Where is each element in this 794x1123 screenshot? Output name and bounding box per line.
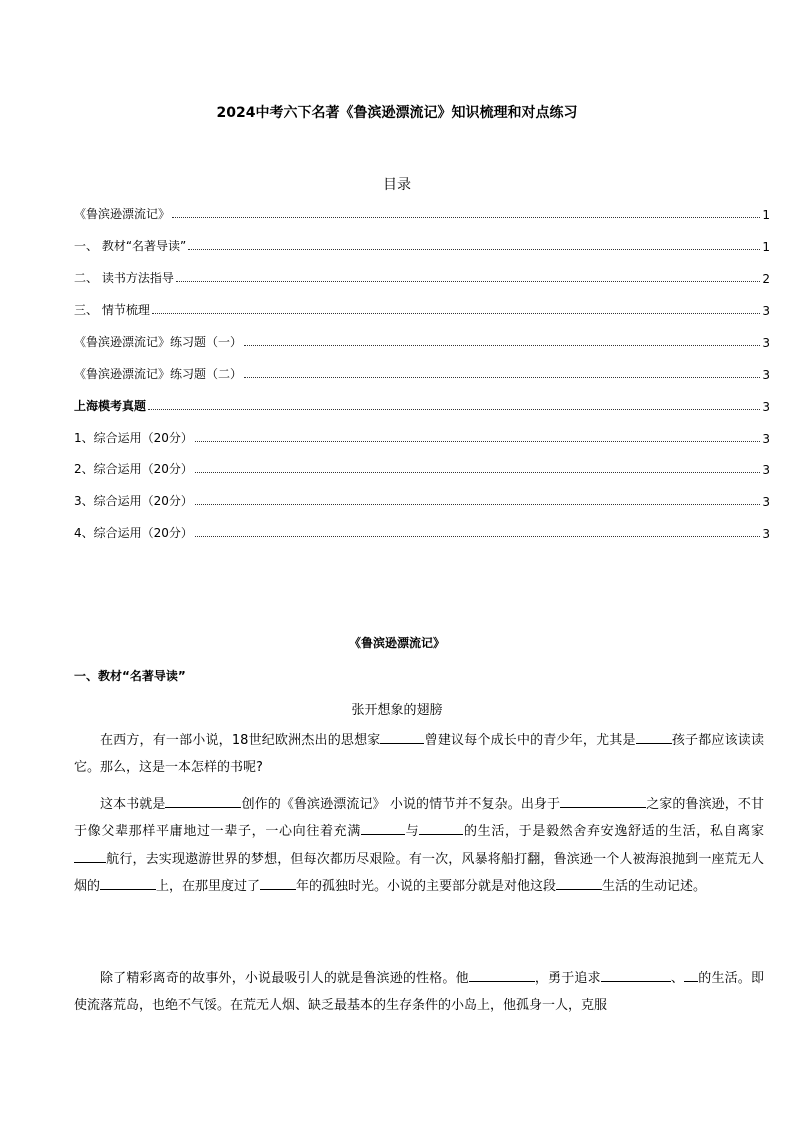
fill-blank[interactable] (556, 875, 602, 890)
toc-leader-dots (195, 441, 760, 442)
toc-entry-page: 3 (762, 400, 770, 414)
document-title: 2024中考六下名著《鲁滨逊漂流记》知识梳理和对点练习 (216, 105, 578, 121)
toc-entry-page: 3 (762, 368, 770, 382)
fill-blank[interactable] (74, 848, 106, 863)
toc-leader-dots (152, 313, 761, 314)
text-run: 除了精彩离奇的故事外，小说最吸引人的就是鲁滨逊的性格。他 (100, 971, 469, 986)
text-run: 在西方，有一部小说，18世纪欧洲杰出的思想家 (100, 733, 381, 748)
toc-leader-dots (195, 536, 760, 537)
toc-entry[interactable] (74, 428, 770, 446)
toc-entry-text: 《鲁滨逊漂流记》练习题（二） (74, 367, 243, 381)
toc-entry-text: 1、综合运用（20分） (74, 431, 193, 445)
toc-entry[interactable] (74, 491, 770, 509)
text-run: 孩子都应该读读它。那么，这是一本怎样的书呢? (74, 733, 764, 776)
text-run: 之家的鲁滨逊，不甘于像父辈那样平庸地过一辈子，一心向往着充满 (74, 797, 764, 840)
toc-entry-text: 二、 读书方法指导 (74, 271, 174, 285)
paragraph-3 (74, 965, 764, 1020)
toc-entry[interactable] (74, 236, 770, 254)
toc-leader-dots (188, 249, 760, 250)
toc-entry-page: 3 (762, 463, 770, 477)
toc-leader-dots (244, 345, 760, 346)
fill-blank[interactable] (165, 793, 241, 808)
toc-entry[interactable] (74, 396, 770, 414)
text-run: 生活的生动记述。 (602, 878, 707, 894)
toc-entry-page: 1 (762, 240, 770, 254)
toc-entry[interactable] (74, 268, 770, 286)
text-run: 曾建议每个成长中的青少年，尤其是 (424, 733, 636, 748)
toc-leader-dots (244, 377, 760, 378)
fill-blank[interactable] (100, 875, 156, 890)
toc-entry-page: 3 (762, 495, 770, 509)
toc-entry-text: 2、综合运用（20分） (74, 462, 193, 476)
toc-entry-page: 3 (762, 432, 770, 446)
text-run: 创作的《鲁滨逊漂流记》 小说的情节并不复杂。出身于 (241, 797, 561, 812)
fill-blank[interactable] (684, 967, 698, 982)
text-run: 这本书就是 (100, 797, 166, 812)
toc-leader-dots (195, 472, 760, 473)
toc-entry-text: 《鲁滨逊漂流记》练习题（一） (74, 335, 243, 349)
toc-leader-dots (172, 217, 760, 218)
text-run: 的生活。即使流落荒岛，也绝不气馁。在荒无人烟、缺乏最基本的生存条件的小岛上，他孤身一人，克服 (74, 971, 764, 1014)
fill-blank[interactable] (380, 729, 424, 744)
fill-blank[interactable] (260, 875, 296, 890)
paragraph-1 (74, 727, 764, 782)
article-subtitle: 张开想象的翅膀 (351, 703, 443, 718)
text-run: ，勇于追求 (534, 971, 601, 986)
toc-entry-text: 4、综合运用（20分） (74, 526, 193, 540)
toc-entry-page: 3 (762, 336, 770, 350)
toc-entry[interactable] (74, 459, 770, 477)
toc-entry[interactable] (74, 523, 770, 541)
toc-leader-dots (176, 281, 761, 282)
fill-blank[interactable] (361, 820, 405, 835)
toc-entry-page: 2 (762, 272, 770, 286)
fill-blank[interactable] (419, 820, 463, 835)
text-run: 、 (670, 971, 685, 986)
text-run: 上，在那里度过了 (156, 878, 261, 894)
toc-leader-dots (148, 409, 760, 410)
toc-leader-dots (195, 504, 760, 505)
toc-entry-text: 三、 情节梳理 (74, 303, 150, 317)
toc-entry-page: 3 (762, 527, 770, 541)
text-run: 的生活，于是毅然舍弃安逸舒适的生活，私自离家 (463, 824, 764, 840)
text-run: 与 (404, 824, 420, 840)
paragraph-2 (74, 791, 764, 900)
text-run: 航行，去实现遨游世界的梦想，但每次都历尽艰险。有一次，风暴将船打翻，鲁滨逊一个人被海浪抛到一座荒无人烟的 (74, 851, 764, 894)
fill-blank[interactable] (560, 793, 646, 808)
toc-heading: 目录 (383, 177, 411, 193)
fill-blank[interactable] (636, 729, 672, 744)
fill-blank[interactable] (469, 967, 535, 982)
toc-entry-text: 《鲁滨逊漂流记》 (74, 207, 171, 221)
toc-entry[interactable] (74, 364, 770, 382)
toc-entry-text: 上海模考真题 (74, 399, 147, 413)
section-heading: 一、教材“名著导读” (74, 669, 186, 683)
toc-entry[interactable] (74, 332, 770, 350)
text-run: 年的孤独时光。小说的主要部分就是对他这段 (296, 878, 557, 894)
toc-entry-text: 一、 教材“名著导读” (74, 239, 187, 253)
toc-entry-text: 3、综合运用（20分） (74, 494, 193, 508)
toc-entry[interactable] (74, 300, 770, 318)
section-title: 《鲁滨逊漂流记》 (348, 636, 445, 650)
fill-blank[interactable] (601, 967, 671, 982)
toc-entry-page: 3 (762, 304, 770, 318)
toc-entry-page: 1 (762, 208, 770, 222)
toc-entry[interactable] (74, 204, 770, 222)
